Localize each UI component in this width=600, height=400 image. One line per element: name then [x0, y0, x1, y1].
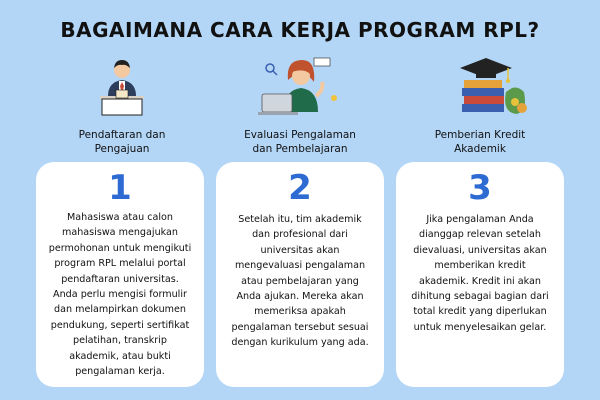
step-3-card [396, 162, 564, 387]
step-3-label [390, 128, 570, 156]
step-1-description: Mahasiswa atau calon mahasiswa mengajukan permohonan untuk mengikuti program RPL melalui portal pendaftaran universitas. Anda perlu mengisi formulir dan melampirkan dokumen pendukung, seperti sertifikat pelatihan, transkrip akademik, atau bukti pengalaman kerja. [48, 212, 192, 378]
step-2-number: 2 [288, 168, 312, 208]
woman-with-laptop-icon [258, 52, 346, 118]
step-3-description: Jika pengalaman Anda dianggap relevan setelah dievaluasi, universitas akan memberikan kredit akademik. Kredit ini akan dihitung sebagai bagian dari total kredit yang diperlukan untuk menyelesaikan gelar. [411, 214, 549, 333]
step-1-label [32, 128, 212, 156]
step-1-number: 1 [108, 168, 132, 208]
step-3-label-line1: Pemberian Kredit [434, 129, 526, 141]
step-3-number: 3 [468, 168, 492, 208]
page-title: BAGAIMANA CARA KERJA PROGRAM RPL? [60, 18, 540, 42]
step-2-card [216, 162, 384, 387]
graduation-cap-books-money-icon [456, 52, 528, 118]
step-3-label-line2: Akademik [454, 143, 506, 155]
step-2-label-line1: Evaluasi Pengalaman [244, 129, 356, 141]
step-2-description: Setelah itu, tim akademik dan profesional dari universitas akan mengevaluasi pengalaman atau pembelajaran yang Anda ajukan. Mereka akan memeriksa apakah pengalaman tersebut sesuai dengan kurikulum yang ada. [231, 214, 369, 349]
step-2-label [210, 128, 390, 156]
businessman-at-desk-icon [98, 52, 146, 120]
step-2-label-line2: dan Pembelajaran [252, 143, 348, 155]
step-1-card [36, 162, 204, 387]
step-1-label-line1: Pendaftaran dan [78, 129, 166, 141]
step-1-label-line2: Pengajuan [94, 143, 150, 155]
